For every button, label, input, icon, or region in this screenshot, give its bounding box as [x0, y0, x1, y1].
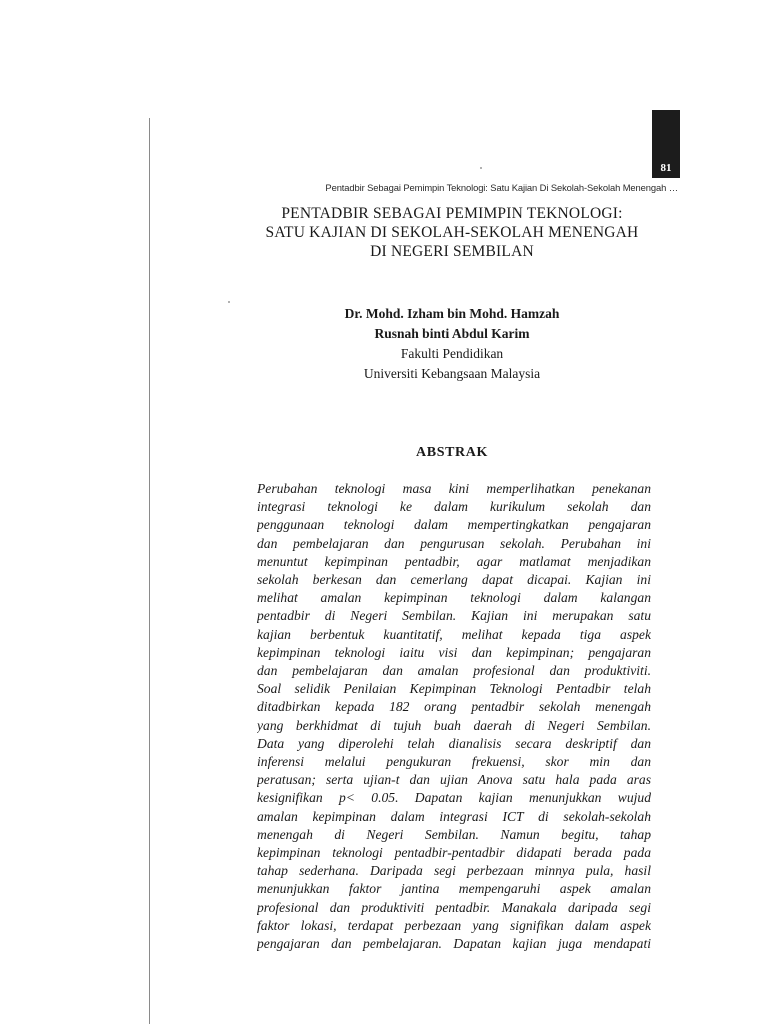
- abstract-line: Perubahan teknologi masa kini memperlihatkan penekanan: [257, 481, 651, 496]
- binding-margin-line: [149, 118, 150, 1024]
- abstract-body: [257, 480, 651, 953]
- abstract-line: menunjukkan faktor jantina mempengaruhi aspek amalan: [257, 881, 651, 897]
- abstract-line: kepimpinan teknologi iaitu visi dan kepimpinan; pengajaran: [257, 644, 651, 660]
- abstract-line: integrasi teknologi ke dalam kurikulum sekolah dan: [257, 499, 651, 515]
- author-name: Dr. Mohd. Izham bin Mohd. Hamzah: [344, 306, 560, 321]
- scan-speck: [480, 167, 482, 169]
- abstract-line: dan pembelajaran dan amalan profesional dan produktiviti.: [257, 663, 651, 679]
- title-line: PENTADBIR SEBAGAI PEMIMPIN TEKNOLOGI:: [281, 205, 623, 222]
- abstract-line: Data yang diperolehi telah dianalisis secara deskriptif dan: [257, 735, 651, 751]
- abstract-line: menengah di Negeri Sembilan. Namun begitu, tahap: [257, 826, 651, 842]
- abstract-line: kajian berbentuk kuantitatif, melihat kepada tiga aspek: [257, 626, 651, 642]
- abstract-line: melihat amalan kepimpinan teknologi dalam kalangan: [257, 590, 651, 606]
- author-faculty: Fakulti Pendidikan: [400, 346, 504, 361]
- abstract-line: amalan kepimpinan dalam integrasi ICT di sekolah-sekolah: [257, 808, 651, 824]
- author-name: Rusnah binti Abdul Karim: [374, 326, 530, 341]
- abstract-line: inferensi melalui pengukuran frekuensi, skor min dan: [257, 754, 651, 770]
- title-line: DI NEGERI SEMBILAN: [370, 243, 534, 260]
- abstract-line: menuntut kepimpinan pentadbir, agar matlamat menjadikan: [257, 553, 651, 569]
- abstract-line: penggunaan teknologi dalam mempertingkatkan pengajaran: [257, 517, 651, 533]
- abstract-line: Soal selidik Penilaian Kepimpinan Teknologi Pentadbir telah: [257, 681, 651, 697]
- abstract-line: faktor lokasi, terdapat perbezaan yang signifikan dalam aspek: [257, 917, 651, 933]
- article-title: [200, 204, 704, 261]
- title-line: SATU KAJIAN DI SEKOLAH-SEKOLAH MENENGAH: [265, 224, 639, 241]
- abstract-line: ditadbirkan kepada 182 orang pentadbir sekolah menengah: [257, 699, 651, 715]
- abstract-line: peratusan; serta ujian-t dan ujian Anova satu hala pada aras: [257, 772, 651, 788]
- running-head: Pentadbir Sebagai Pemimpin Teknologi: Satu Kajian Di Sekolah-Sekolah Menengah …: [325, 182, 678, 193]
- abstract-line: pentadbir di Negeri Sembilan. Kajian ini merupakan satu: [257, 608, 651, 624]
- author-university: Universiti Kebangsaan Malaysia: [363, 366, 541, 381]
- page-number-tab: [652, 110, 680, 178]
- scan-speck: [228, 301, 230, 303]
- abstract-line: yang berkhidmat di tujuh buah daerah di Negeri Sembilan.: [257, 717, 651, 733]
- abstract-line: dan pembelajaran dan pengurusan sekolah. Perubahan ini: [257, 535, 651, 551]
- abstract-line: pengajaran dan pembelajaran. Dapatan kajian juga mendapati: [257, 936, 651, 952]
- abstract-line: profesional dan produktiviti pentadbir. Manakala daripada segi: [257, 899, 651, 915]
- author-block: [200, 304, 704, 384]
- abstract-line: kesignifikan p< 0.05. Dapatan kajian menunjukkan wujud: [257, 790, 651, 806]
- abstract-line: kepimpinan teknologi pentadbir-pentadbir didapati berada pada: [257, 845, 651, 861]
- abstract-line: sekolah berkesan dan cemerlang dapat dicapai. Kajian ini: [257, 572, 651, 588]
- abstract-heading: ABSTRAK: [416, 445, 488, 460]
- page-number: 81: [660, 162, 672, 174]
- abstract-line: tahap sederhana. Daripada segi perbezaan minnya pula, hasil: [257, 863, 651, 879]
